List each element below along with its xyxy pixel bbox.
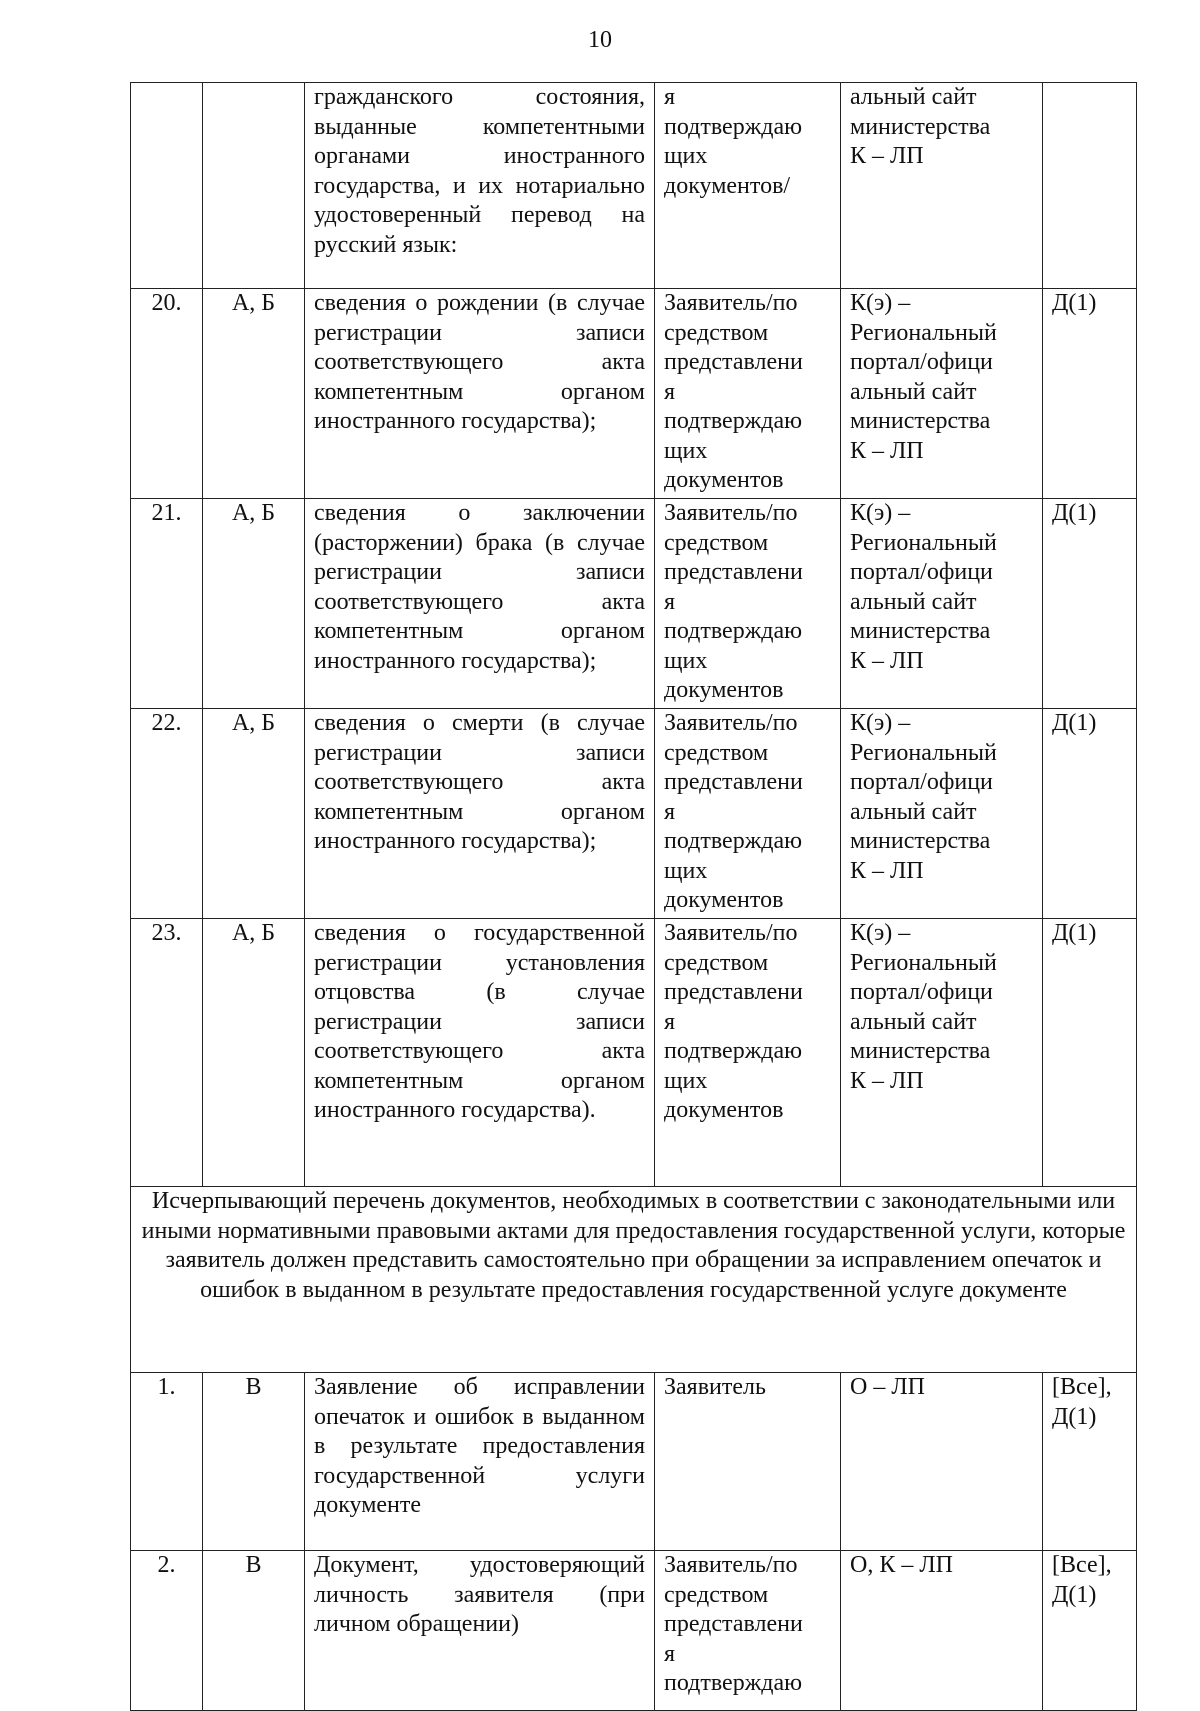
row-code: Д(1): [1043, 289, 1137, 499]
section-heading-row: [131, 1187, 1137, 1373]
row-source: Заявитель/по средством представлени я подтверждаю: [655, 1551, 841, 1711]
row-category: [203, 83, 305, 289]
row-category: В: [203, 1551, 305, 1711]
row-source: Заявитель/по средством представлени я подтверждаю щих документов: [655, 289, 841, 499]
row-description: сведения о рождении (в случае регистрации записи соответствующего акта компетентным органом иностранного государства);: [305, 289, 655, 499]
row-category: А, Б: [203, 919, 305, 1187]
table-row: [131, 1373, 1137, 1551]
row-channel: О – ЛП: [841, 1373, 1043, 1551]
row-source: Заявитель/по средством представлени я подтверждаю щих документов: [655, 499, 841, 709]
row-description: сведения о смерти (в случае регистрации записи соответствующего акта компетентным органом иностранного государства);: [305, 709, 655, 919]
row-code: [Все], Д(1): [1043, 1373, 1137, 1551]
row-description: сведения о государственной регистрации установления отцовства (в случае регистрации записи соответствующего акта компетентным органом иностранного государства).: [305, 919, 655, 1187]
row-channel: К(э) – Региональный портал/офици альный сайт министерства К – ЛП: [841, 919, 1043, 1187]
row-number: 22.: [131, 709, 203, 919]
row-description: сведения о заключении (расторжении) брака (в случае регистрации записи соответствующего акта компетентным органом иностранного государства);: [305, 499, 655, 709]
row-category: А, Б: [203, 709, 305, 919]
row-channel: альный сайт министерства К – ЛП: [841, 83, 1043, 289]
row-number: 23.: [131, 919, 203, 1187]
row-code: Д(1): [1043, 919, 1137, 1187]
row-code: Д(1): [1043, 499, 1137, 709]
row-number: 20.: [131, 289, 203, 499]
row-category: А, Б: [203, 499, 305, 709]
row-number: 1.: [131, 1373, 203, 1551]
row-channel: К(э) – Региональный портал/офици альный сайт министерства К – ЛП: [841, 499, 1043, 709]
row-description: Документ, удостоверяющий личность заявителя (при личном обращении): [305, 1551, 655, 1711]
row-description: Заявление об исправлении опечаток и ошибок в выданном в результате предоставления государственной услуги документе: [305, 1373, 655, 1551]
table-row: [131, 709, 1137, 919]
row-source: Заявитель/по средством представлени я подтверждаю щих документов: [655, 919, 841, 1187]
row-number: 21.: [131, 499, 203, 709]
row-code: Д(1): [1043, 709, 1137, 919]
row-source: Заявитель/по средством представлени я подтверждаю щих документов: [655, 709, 841, 919]
table-row: [131, 919, 1137, 1187]
table-row: [131, 1551, 1137, 1711]
row-description: гражданского состояния, выданные компетентными органами иностранного государства, и их нотариально удостоверенный перевод на русский язык:: [305, 83, 655, 289]
page-number: 10: [588, 27, 612, 53]
row-channel: К(э) – Региональный портал/офици альный сайт министерства К – ЛП: [841, 289, 1043, 499]
table-row: [131, 499, 1137, 709]
row-code: [Все], Д(1): [1043, 1551, 1137, 1711]
row-channel: К(э) – Региональный портал/офици альный сайт министерства К – ЛП: [841, 709, 1043, 919]
section-heading: Исчерпывающий перечень документов, необходимых в соответствии с законодательными или иными нормативными правовыми актами для предоставления государственной услуги, которые заявитель должен представить самостоятельно при обращении за исправлением опечаток и ошибок в выданном в результате предоставления государственной услуге документе: [131, 1187, 1137, 1373]
table-row: [131, 83, 1137, 289]
row-category: А, Б: [203, 289, 305, 499]
row-number: [131, 83, 203, 289]
row-code: [1043, 83, 1137, 289]
row-number: 2.: [131, 1551, 203, 1711]
row-channel: О, К – ЛП: [841, 1551, 1043, 1711]
row-category: В: [203, 1373, 305, 1551]
row-source: Заявитель: [655, 1373, 841, 1551]
documents-table: [130, 82, 1137, 1711]
row-source: я подтверждаю щих документов/: [655, 83, 841, 289]
table-row: [131, 289, 1137, 499]
